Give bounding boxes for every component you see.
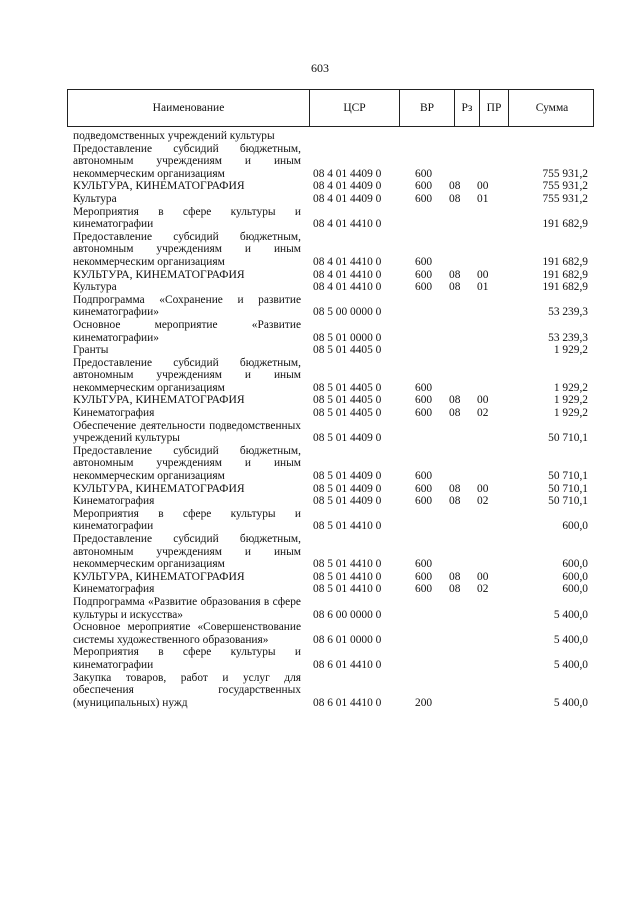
row-sum: 5 400,0: [553, 658, 588, 671]
row-sum: 1 929,2: [553, 407, 588, 420]
table-row: [73, 269, 593, 282]
row-vr: 600: [415, 381, 433, 394]
row-csr: 08 6 01 0000 0: [313, 633, 382, 646]
row-csr: 08 4 01 4410 0: [313, 281, 382, 294]
row-sum: 50 710,1: [548, 432, 588, 445]
table-row: [73, 508, 593, 533]
row-sum: 50 710,1: [548, 495, 588, 508]
row-sum: 755 931,2: [542, 167, 588, 180]
row-name: Предоставление субсидий бюджетным, автономным учреждениям и иным некоммерческим организациям: [73, 230, 301, 268]
table-body: [73, 130, 593, 709]
row-sum: 1 929,2: [553, 381, 588, 394]
row-csr: 08 5 01 4410 0: [313, 570, 382, 583]
row-vr: 600: [415, 407, 433, 420]
table-row: [73, 672, 593, 710]
row-vr: 600: [415, 570, 433, 583]
header-name: Наименование: [152, 102, 225, 114]
row-vr: 600: [415, 255, 433, 268]
row-sum: 191 682,9: [542, 268, 588, 281]
row-csr: 08 5 01 4405 0: [313, 394, 382, 407]
table-row: [73, 193, 593, 206]
row-vr: 600: [415, 495, 433, 508]
row-pr: 00: [477, 394, 489, 407]
row-vr: 600: [415, 192, 433, 205]
table-row: [73, 621, 593, 646]
table-row: [73, 344, 593, 357]
row-csr: 08 4 01 4410 0: [313, 268, 382, 281]
table-row: [73, 407, 593, 420]
row-sum: 50 710,1: [548, 482, 588, 495]
row-rz: 08: [449, 583, 461, 596]
table-row: [73, 180, 593, 193]
row-name: Кинематография: [73, 495, 155, 508]
row-csr: 08 4 01 4410 0: [313, 255, 382, 268]
row-sum: 600,0: [562, 520, 588, 533]
row-name: КУЛЬТУРА, КИНЕМАТОГРАФИЯ: [73, 569, 245, 583]
row-pr: 00: [477, 570, 489, 583]
row-rz: 08: [449, 268, 461, 281]
row-pr: 02: [477, 495, 489, 508]
row-name: Мероприятия в сфере культуры и кинематографии: [73, 205, 301, 231]
table-row: [73, 357, 593, 395]
row-rz: 08: [449, 495, 461, 508]
header-pr: ПР: [479, 90, 508, 126]
row-name: КУЛЬТУРА, КИНЕМАТОГРАФИЯ: [73, 481, 245, 495]
row-rz: 08: [449, 180, 461, 193]
row-csr: 08 4 01 4410 0: [313, 218, 382, 231]
row-vr: 600: [415, 583, 433, 596]
row-csr: 08 5 01 4409 0: [313, 482, 382, 495]
row-sum: 1 929,2: [553, 394, 588, 407]
row-sum: 50 710,1: [548, 470, 588, 483]
row-sum: 5 400,0: [553, 633, 588, 646]
row-csr: 08 5 01 4410 0: [313, 520, 382, 533]
row-pr: 02: [477, 407, 489, 420]
row-vr: 600: [415, 482, 433, 495]
row-csr: 08 5 01 4409 0: [313, 470, 382, 483]
row-pr: 01: [477, 281, 489, 294]
table-row: [73, 420, 593, 445]
table-row: [73, 596, 593, 621]
row-vr: 600: [415, 268, 433, 281]
row-name: Предоставление субсидий бюджетным, автономным учреждениям и иным некоммерческим организациям: [73, 444, 301, 483]
row-name: подведомственных учреждений культуры: [73, 130, 275, 142]
row-csr: 08 5 01 4410 0: [313, 558, 382, 571]
row-sum: 1 929,2: [553, 344, 588, 357]
row-name: Мероприятия в сфере культуры и кинематографии: [73, 646, 301, 671]
row-sum: 755 931,2: [542, 192, 588, 205]
header-csr: ЦСР: [309, 90, 399, 126]
row-rz: 08: [449, 407, 461, 420]
header-rz: Рз: [454, 90, 479, 126]
row-sum: 191 682,9: [542, 281, 588, 294]
row-name: Предоставление субсидий бюджетным, автономным учреждениям и иным некоммерческим организациям: [73, 356, 301, 394]
row-vr: 600: [415, 394, 433, 407]
row-pr: 02: [477, 583, 489, 596]
row-vr: 600: [415, 180, 433, 193]
row-sum: 191 682,9: [542, 218, 588, 231]
row-sum: 53 239,3: [548, 331, 588, 344]
row-csr: 08 5 01 4410 0: [313, 583, 382, 596]
page-number: 603: [311, 61, 329, 75]
row-sum: 600,0: [562, 558, 588, 571]
row-csr: 08 5 01 4405 0: [313, 344, 382, 357]
row-csr: 08 4 01 4409 0: [313, 180, 382, 193]
header-sum: Сумма: [508, 90, 595, 126]
row-name: Основное мероприятие «Развитие кинематографии»: [73, 318, 301, 344]
row-sum: 755 931,2: [542, 180, 588, 193]
row-pr: 01: [477, 192, 489, 205]
row-name: Культура: [73, 192, 117, 205]
row-csr: 08 5 01 4409 0: [313, 432, 382, 445]
row-csr: 08 4 01 4409 0: [313, 192, 382, 205]
row-name: Обеспечение деятельности подведомственных учреждений культуры: [73, 419, 301, 445]
row-name: КУЛЬТУРА, КИНЕМАТОГРАФИЯ: [73, 393, 245, 407]
table-row: [73, 445, 593, 483]
table-row: [73, 394, 593, 407]
row-name: КУЛЬТУРА, КИНЕМАТОГРАФИЯ: [73, 267, 245, 281]
table-row: [73, 143, 593, 181]
row-sum: 5 400,0: [553, 696, 588, 709]
row-name: КУЛЬТУРА, КИНЕМАТОГРАФИЯ: [73, 179, 245, 193]
row-rz: 08: [449, 570, 461, 583]
row-vr: 600: [415, 558, 433, 571]
table-row: [73, 533, 593, 571]
table-row: [73, 206, 593, 231]
row-csr: 08 6 00 0000 0: [313, 608, 382, 621]
row-name: Подпрограмма «Развитие образования в сфере культуры и искусства»: [73, 595, 301, 621]
row-sum: 5 400,0: [553, 608, 588, 621]
row-sum: 600,0: [562, 583, 588, 596]
row-name: Основное мероприятие «Совершенствование системы художественного образования»: [73, 621, 301, 646]
row-pr: 00: [477, 268, 489, 281]
row-vr: 600: [415, 470, 433, 483]
table-row: [73, 294, 593, 319]
row-name: Мероприятия в сфере культуры и кинематографии: [73, 507, 301, 533]
row-vr: 600: [415, 281, 433, 294]
table-row: [73, 646, 593, 671]
row-name: Гранты: [73, 344, 109, 357]
table-row: [73, 130, 593, 143]
row-csr: 08 4 01 4409 0: [313, 167, 382, 180]
row-name: Культура: [73, 281, 117, 294]
row-pr: 00: [477, 180, 489, 193]
row-csr: 08 5 01 0000 0: [313, 331, 382, 344]
row-name: Кинематография: [73, 583, 155, 596]
row-csr: 08 5 01 4405 0: [313, 381, 382, 394]
row-rz: 08: [449, 482, 461, 495]
row-name: Закупка товаров, работ и услуг для обеспечения государственных (муниципальных) нужд: [73, 671, 301, 709]
header-vr: ВР: [399, 90, 454, 126]
row-csr: 08 6 01 4410 0: [313, 696, 382, 709]
row-name: Подпрограмма «Сохранение и развитие кинематографии»: [73, 293, 301, 319]
table-header: [67, 89, 594, 127]
table-row: [73, 319, 593, 344]
row-vr: 600: [415, 167, 433, 180]
row-sum: 53 239,3: [548, 306, 588, 319]
table-row: [73, 281, 593, 294]
row-pr: 00: [477, 482, 489, 495]
row-sum: 600,0: [562, 570, 588, 583]
table-row: [73, 483, 593, 496]
row-rz: 08: [449, 281, 461, 294]
row-vr: 200: [415, 696, 433, 709]
table-row: [73, 495, 593, 508]
row-rz: 08: [449, 192, 461, 205]
table-row: [73, 231, 593, 269]
row-sum: 191 682,9: [542, 255, 588, 268]
row-rz: 08: [449, 394, 461, 407]
row-csr: 08 5 01 4405 0: [313, 407, 382, 420]
row-name: Кинематография: [73, 407, 155, 420]
table-row: [73, 571, 593, 584]
row-csr: 08 5 01 4409 0: [313, 495, 382, 508]
row-csr: 08 5 00 0000 0: [313, 306, 382, 319]
row-name: Предоставление субсидий бюджетным, автономным учреждениям и иным некоммерческим организациям: [73, 142, 301, 180]
table-row: [73, 583, 593, 596]
row-csr: 08 6 01 4410 0: [313, 658, 382, 671]
row-name: Предоставление субсидий бюджетным, автономным учреждениям и иным некоммерческим организациям: [73, 533, 301, 571]
